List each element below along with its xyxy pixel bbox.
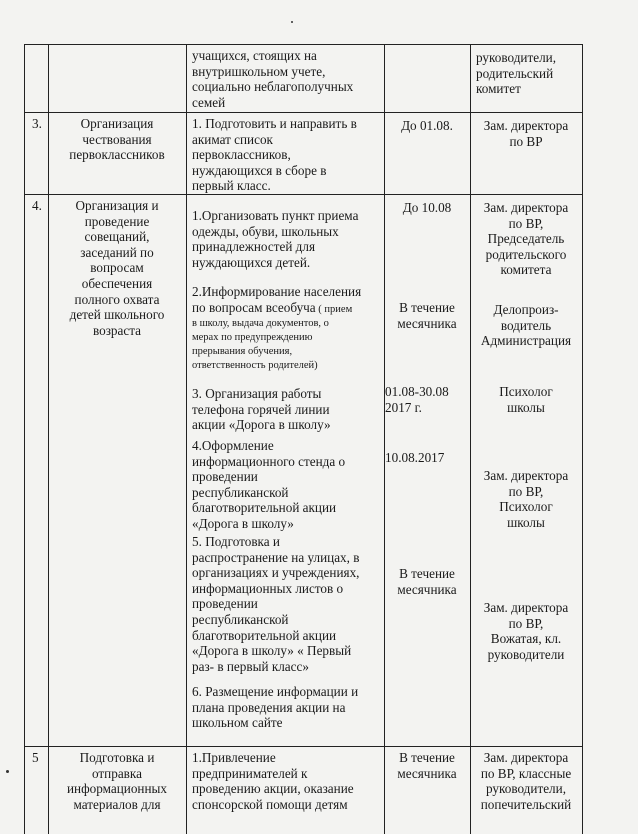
row-4-activity-4: 4.Оформление информационного стенда о проведении республиканской благотворительной акции «Дорога в школу» [192,438,346,531]
row-3-activity: 1. Подготовить и направить в акимат список первоклассников, нуждающихся в сборе в первый класс. [192,116,357,194]
row-4-responsible-1: Зам. директора по ВР, Председатель родительского комитета [483,200,569,278]
row-divider-5 [24,746,582,747]
row-3-date: До 01.08. [401,118,453,133]
row-5-responsible: Зам. директора по ВР, классные руководители, попечительский [480,750,572,812]
row-3-event: Организация чествования первоклассников [69,116,165,163]
row-divider-top [24,44,582,45]
row-5-activity: 1.Привлечение предпринимателей к проведению акции, оказание спонсорской помощи детям [192,750,354,812]
plan-table [24,44,582,834]
row-4-date-2: В течение месячника [397,300,457,331]
row-4-event: Организация и проведение совещаний, заседаний по вопросам обеспечения полного охвата детей школьного возраста [69,198,165,338]
row-5-number: 5 [32,750,39,765]
continuation-activity: учащихся, стоящих на внутришкольном учете, социально неблагополучных семей [192,48,354,110]
scan-speck [291,21,293,23]
table-border-right [582,44,583,834]
scan-speck [6,770,9,773]
row-4-activity-1: 1.Организовать пункт приема одежды, обуви, школьных принадлежностей для нуждающихся детей. [192,208,359,270]
row-5-date: В течение месячника [397,750,457,781]
row-3-responsible: Зам. директора по ВР [483,118,569,149]
row-3-number: 3. [32,116,42,131]
row-4-date-4: 10.08.2017 [385,450,445,465]
col-divider-date [470,44,471,834]
row-4-activity-3: 3. Организация работы телефона горячей линии акции «Дорога в школу» [192,386,331,433]
row-4-number: 4. [32,198,42,213]
continuation-responsible: руководители, родительский комитет [476,50,557,97]
row-4-responsible-2: Делопроиз- водитель Администрация [480,302,572,349]
row-5-event: Подготовка и отправка информационных материалов для [66,750,168,812]
table-border-left [24,44,25,834]
row-divider-3 [24,112,582,113]
row-divider-4 [24,194,582,195]
col-divider-event [186,44,187,834]
row-4-responsible-4: Зам. директора по ВР, Психолог школы [483,468,569,530]
row-4-responsible-5: Зам. директора по ВР, Вожатая, кл. руководители [483,600,569,662]
row-4-activity-2: 2.Информирование населения по вопросам всеобуча ( прием в школу, выдача документов, о мерах по предупреждению прерывания обучения, ответственность родителей) [192,284,362,372]
row-4-date-5: В течение месячника [397,566,457,597]
row-4-responsible-3: Психолог школы [499,384,553,415]
col-divider-num [48,44,49,834]
row-4-activity-5: 5. Подготовка и распространение на улицах, в организациях и учреждениях, информационных листов о проведении республиканской благотворительной акции «Дорога в школу» « Первый раз- в первый класс» [192,534,360,674]
row-4-date-1: До 10.08 [402,200,452,215]
row-4-date-3: 01.08-30.08 2017 г. [385,384,449,415]
col-divider-activity [384,44,385,834]
row-4-activity-6: 6. Размещение информации и плана проведения акции на школьном сайте [192,684,359,731]
